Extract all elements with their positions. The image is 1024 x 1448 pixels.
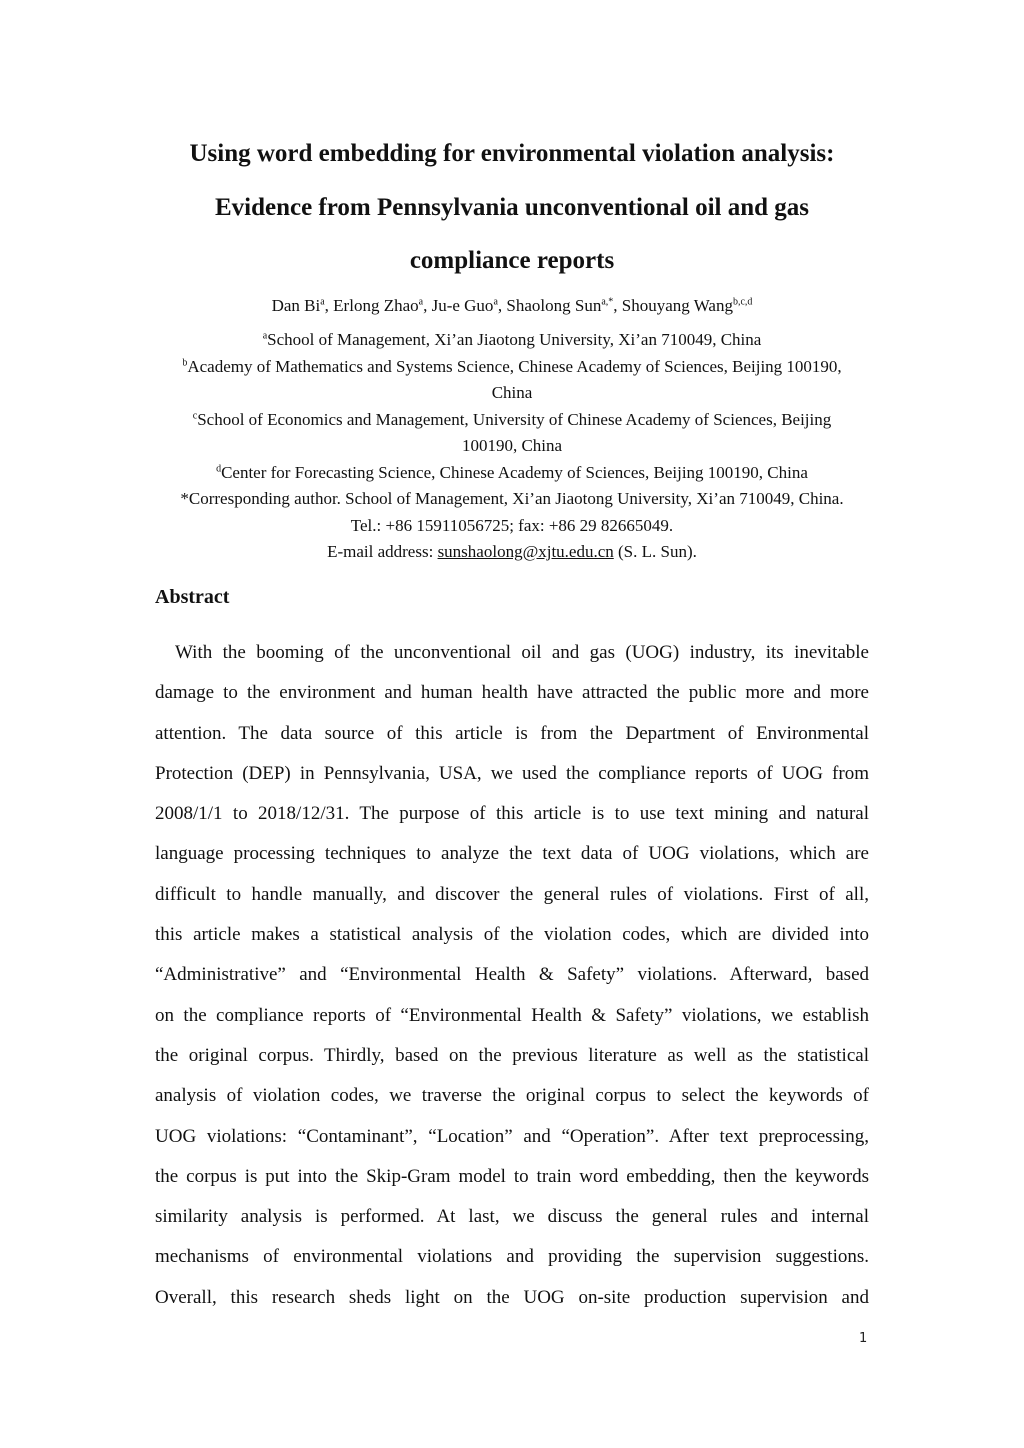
affiliation-text: Academy of Mathematics and Systems Science, Chinese Academy of Sciences, Beijing 100190,	[187, 356, 842, 376]
abstract-line: language processing techniques to analyze the text data of UOG violations, which are	[155, 843, 869, 865]
abstract-line: difficult to handle manually, and discover the general rules of violations. First of all,	[155, 883, 869, 905]
abstract-line: similarity analysis is performed. At last, we discuss the general rules and internal	[155, 1206, 869, 1228]
affiliation-b-continued: China	[491, 383, 533, 402]
author-name: Ju-e Guo	[431, 296, 494, 315]
affiliation-text: Center for Forecasting Science, Chinese Academy of Sciences, Beijing 100190, China	[221, 462, 808, 482]
abstract-line: attention. The data source of this article is from the Department of Environmental	[155, 722, 869, 744]
author-name: Dan Bi	[271, 296, 321, 315]
abstract-line: Protection (DEP) in Pennsylvania, USA, we used the compliance reports of UOG from	[155, 762, 869, 784]
affiliation-text: School of Management, Xi’an Jiaotong University, Xi’an 710049, China	[267, 330, 762, 349]
abstract-line: UOG violations: “Contaminant”, “Location” and “Operation”. After text preprocessing,	[155, 1125, 869, 1147]
email-line	[150, 539, 874, 566]
affiliation-text: School of Economics and Management, University of Chinese Academy of Sciences, Beijing	[197, 409, 832, 429]
abstract-body	[155, 633, 869, 1318]
affiliation-mark: b	[182, 356, 188, 368]
abstract-line: With the booming of the unconventional oil and gas (UOG) industry, its inevitable	[175, 642, 869, 663]
abstract-line: this article makes a statistical analysis of the violation codes, which are divided into	[155, 924, 869, 946]
tel-fax: Tel.: +86 15911056725; fax: +86 29 82665049.	[350, 515, 674, 535]
abstract-line: mechanisms of environmental violations and providing the supervision suggestions.	[155, 1246, 869, 1268]
author-affiliation-mark: a	[493, 296, 498, 308]
corresponding-author: *Corresponding author. School of Management, Xi’an Jiaotong University, Xi’an 710049, China.	[180, 489, 844, 508]
abstract-line: on the compliance reports of “Environmental Health & Safety” violations, we establish	[155, 1004, 869, 1026]
abstract-heading: Abstract	[155, 586, 230, 608]
affiliation-d	[150, 460, 874, 487]
affiliation-b	[150, 354, 874, 381]
affiliation-mark: d	[216, 462, 222, 474]
author-name: Erlong Zhao	[333, 296, 419, 315]
affiliation-a	[150, 327, 874, 354]
abstract-line: the corpus is put into the Skip-Gram model to train word embedding, then the keywords	[155, 1165, 869, 1187]
author-separator: ,	[613, 296, 622, 315]
affiliation-c	[150, 407, 874, 434]
abstract-line: analysis of violation codes, we traverse the original corpus to select the keywords of	[155, 1085, 869, 1107]
author-list	[120, 295, 904, 317]
author-separator: ,	[324, 296, 334, 315]
affiliation-block	[150, 327, 874, 566]
title-line-3: compliance reports	[409, 247, 615, 274]
abstract-line: 2008/1/1 to 2018/12/31. The purpose of this article is to use text mining and natural	[155, 803, 869, 825]
author-affiliation-mark: a	[320, 296, 325, 308]
title-line-1: Using word embedding for environmental violation analysis:	[189, 140, 835, 167]
abstract-line: “Administrative” and “Environmental Health & Safety” violations. Afterward, based	[155, 964, 869, 986]
author-affiliation-mark: a	[418, 296, 424, 308]
affiliation-mark: c	[192, 409, 198, 421]
author-affiliation-mark: a,*	[601, 296, 614, 308]
author-name: Shaolong Sun	[506, 296, 602, 315]
abstract-line: Overall, this research sheds light on the UOG on-site production supervision and	[155, 1286, 869, 1308]
email-link[interactable]: sunshaolong@xjtu.edu.cn	[437, 542, 614, 561]
author-name: Shouyang Wang	[621, 296, 733, 315]
author-separator: ,	[497, 296, 507, 315]
abstract-line: damage to the environment and human health have attracted the public more and more	[155, 682, 869, 704]
email-prefix: E-mail address:	[327, 542, 438, 561]
affiliation-mark: a	[262, 330, 268, 342]
author-separator: ,	[423, 296, 432, 315]
abstract-line: the original corpus. Thirdly, based on the previous literature as well as the statistical	[155, 1044, 869, 1066]
author-affiliation-mark: b,c,d	[732, 296, 753, 308]
affiliation-c-continued: 100190, China	[461, 436, 563, 455]
page-number: 1	[859, 1331, 868, 1346]
email-suffix: (S. L. Sun).	[613, 542, 697, 561]
title-line-2: Evidence from Pennsylvania unconventional oil and gas	[214, 194, 810, 221]
